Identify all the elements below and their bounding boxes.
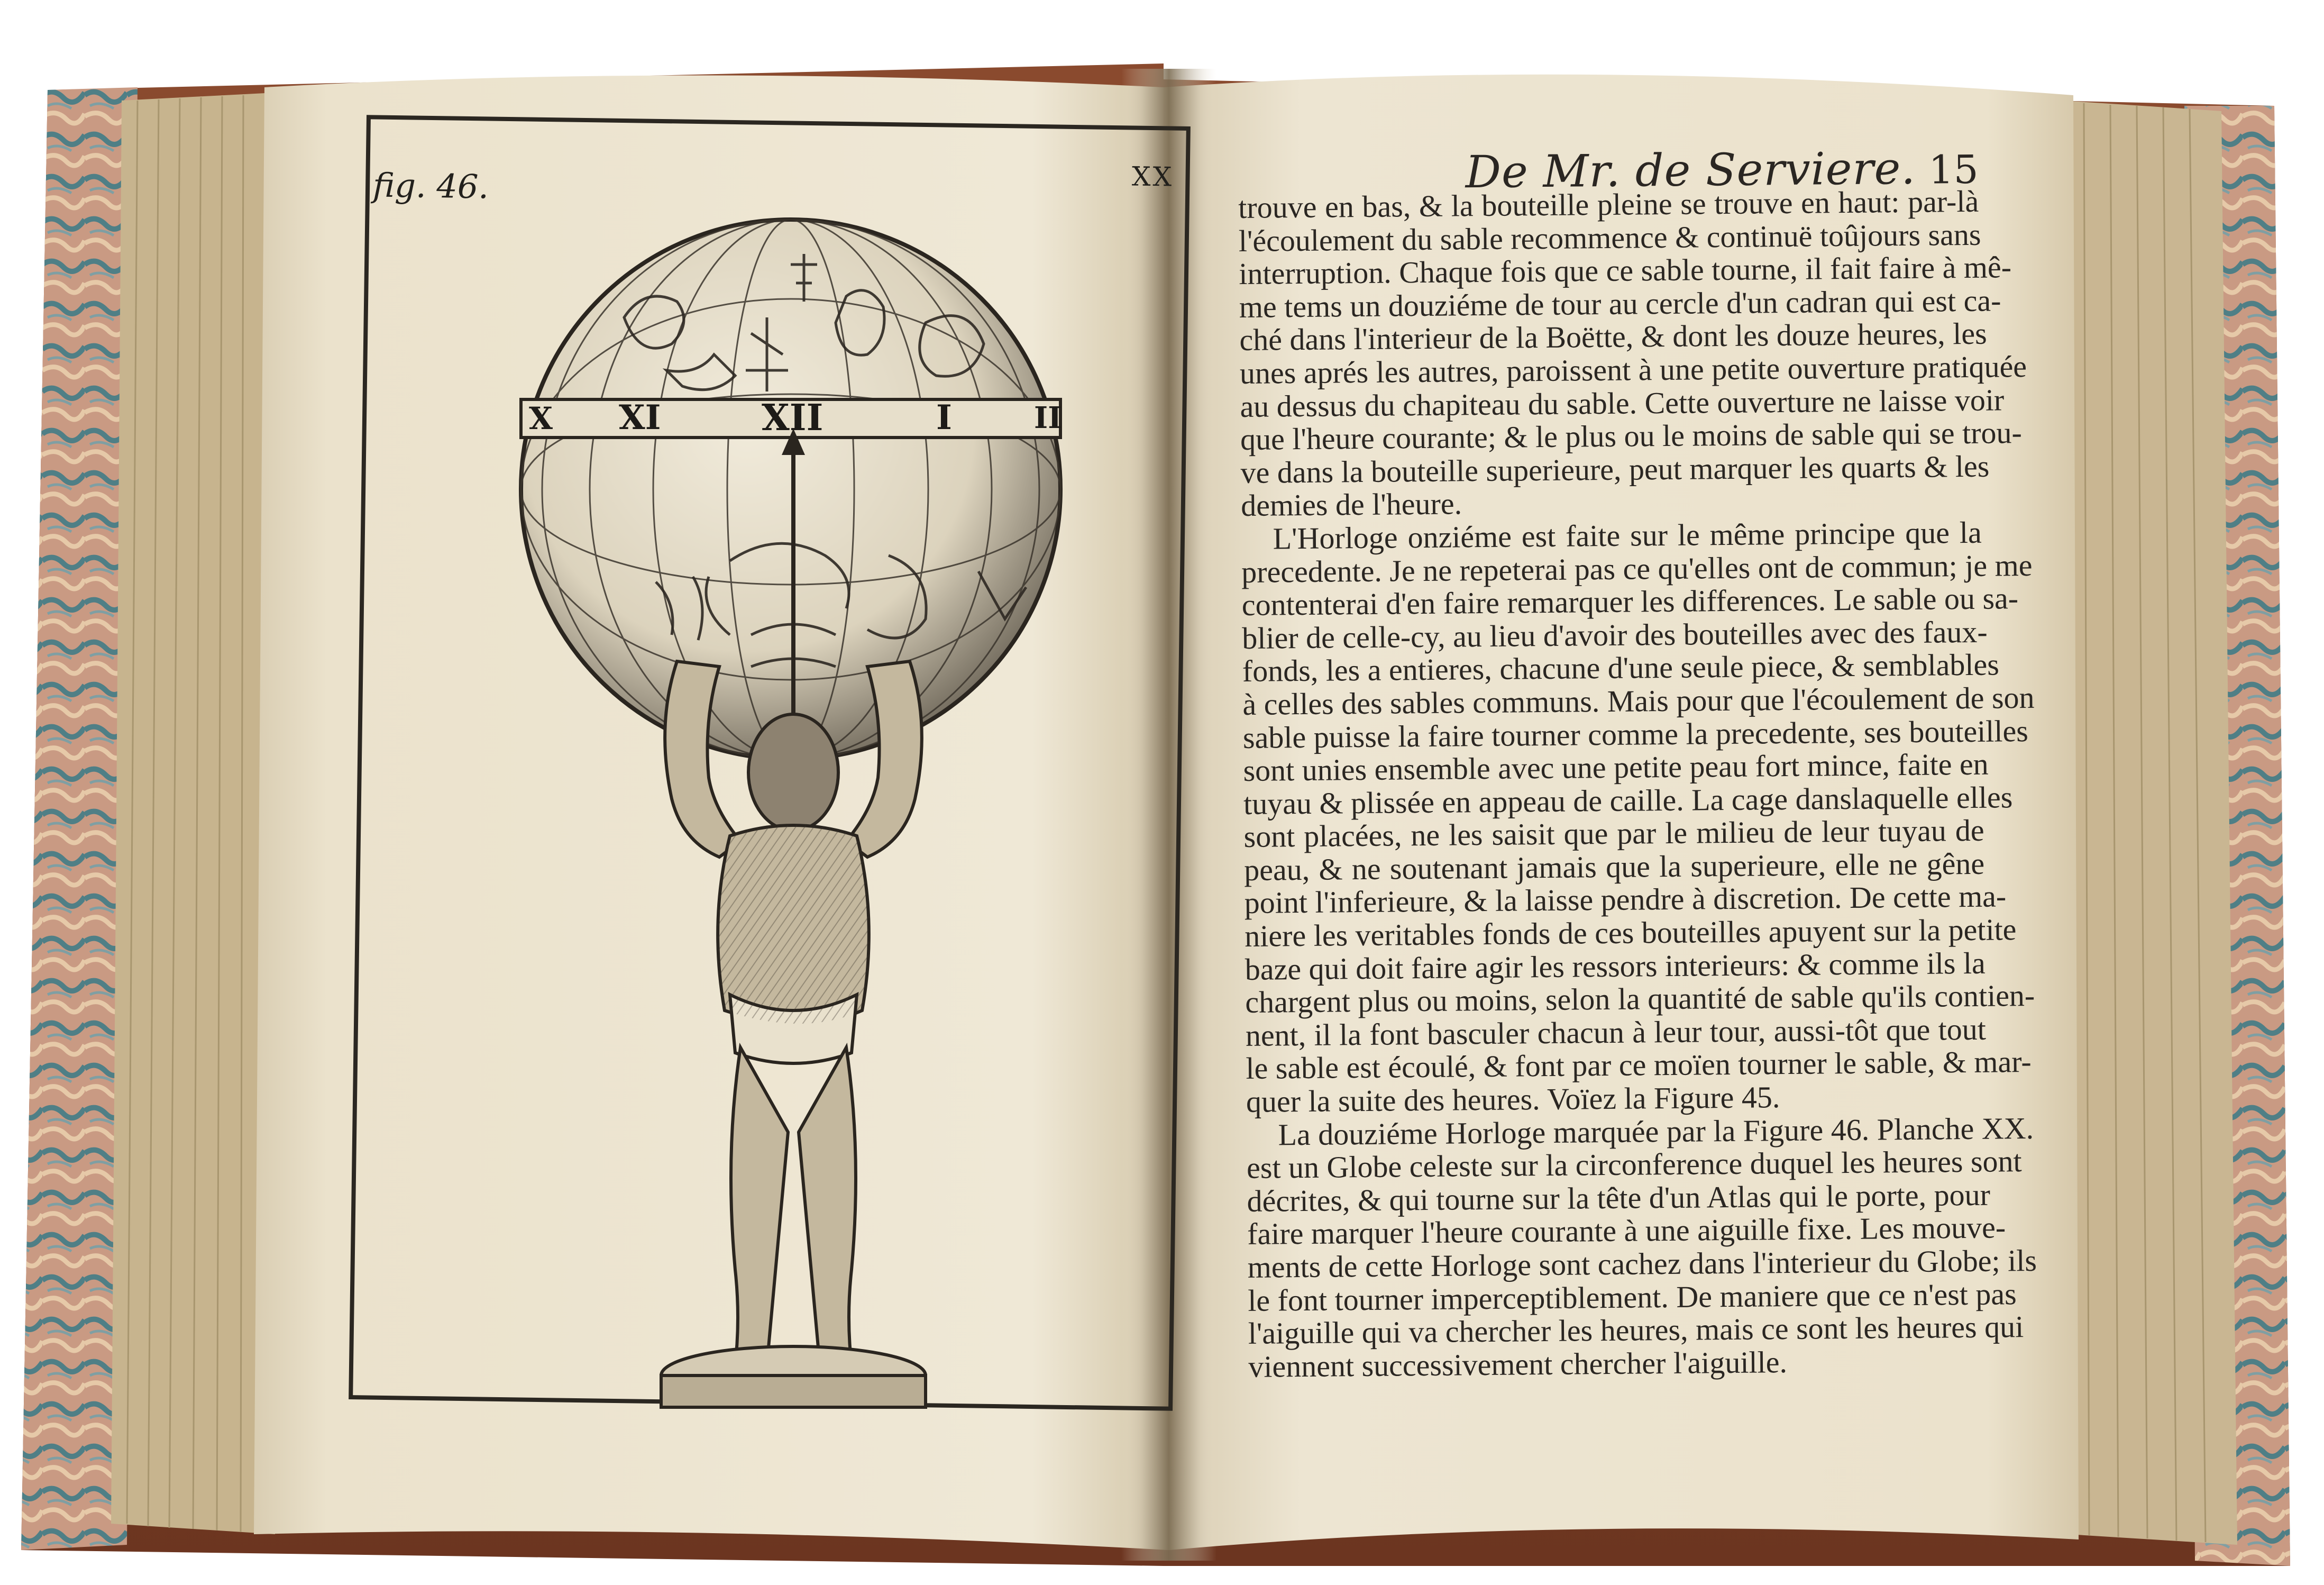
text-line: interruption. Chaque fois que ce sable tourne, il fait faire à mê- xyxy=(1239,250,2012,292)
text-line: point l'inferieure, & la laisse pendre à discretion. De cette ma- xyxy=(1244,879,2007,921)
text-line: ché dans l'interieur de la Boëtte, & dont les douze heures, les xyxy=(1239,316,1987,358)
figure-label: fig. 46. xyxy=(372,166,489,206)
text-line: au dessus du chapiteau du sable. Cette ouverture ne laisse voir xyxy=(1240,382,2005,424)
text-line: me tems un douziéme de tour au cercle d'un cadran qui est ca- xyxy=(1239,283,2001,324)
text-line: tuyau & plissée en appeau de caille. La cage danslaquelle elles xyxy=(1243,779,2013,821)
text-line: décrites, & qui tourne sur la tête d'un Atlas qui le porte, pour xyxy=(1247,1177,1991,1218)
text-line: ve dans la bouteille superieure, peut marquer les quarts & les xyxy=(1240,449,1990,490)
text-line: precedente. Je ne repeterai pas ce qu'elles ont de commun; je me xyxy=(1241,548,2033,589)
text-line: blier de celle-cy, au lieu d'avoir des bouteilles avec des faux- xyxy=(1242,614,1988,655)
hour-numeral-i: I xyxy=(936,398,952,438)
text-line: nent, il la font basculer chacun à leur tour, aussi-tôt que tout xyxy=(1245,1012,1987,1053)
page-number: 15 xyxy=(1928,147,1979,193)
text-line: niere les veritables fonds de ces bouteilles apuyent sur la petite xyxy=(1244,912,2017,954)
body-text xyxy=(1238,184,2037,1384)
celestial-globe xyxy=(521,220,1060,759)
text-line: L'Horloge onziéme est faite sur le même principe que la xyxy=(1273,515,1982,556)
text-line: que l'heure courante; & le plus ou le moins de sable qui se trou- xyxy=(1240,415,2023,457)
text-line: La douziéme Horloge marquée par la Figure 46. Planche XX. xyxy=(1278,1110,2034,1152)
text-line: le font tourner imperceptiblement. De maniere que ce n'est pas xyxy=(1247,1276,2017,1318)
hour-numeral-xi: XI xyxy=(619,398,661,438)
text-line: est un Globe celeste sur la circonference duquel les heures sont xyxy=(1246,1144,2022,1186)
text-line: trouve en bas, & la bouteille pleine se trouve en haut: par-là xyxy=(1238,184,1979,225)
hour-numeral-xii: XII xyxy=(762,397,824,439)
text-line: fonds, les a entieres, chacune d'une seule piece, & semblables xyxy=(1242,647,2000,689)
text-line: sable puisse la faire tourner comme la precedente, ses bouteilles xyxy=(1242,713,2029,755)
text-line: viennent successivement chercher l'aiguille. xyxy=(1248,1344,1788,1384)
text-line: chargent plus ou moins, selon la quantité de sable qu'ils contien- xyxy=(1245,978,2035,1020)
text-line: l'écoulement du sable recommence & continuë toûjours sans xyxy=(1238,217,1981,258)
plate-number: XX xyxy=(1131,161,1174,193)
text-line: le sable est écoulé, & font par ce moïen tourner le sable, & mar- xyxy=(1246,1044,2032,1086)
text-line: contenterai d'en faire remarquer les differences. Le sable ou sa- xyxy=(1241,581,2019,623)
running-head-title: De Mr. de Serviere. xyxy=(1465,142,1916,198)
text-line: unes aprés les autres, paroissent à une petite ouverture pratiquée xyxy=(1239,349,2027,390)
text-line: l'aiguille qui va chercher les heures, mais ce sont les heures qui xyxy=(1248,1309,2024,1351)
text-line: faire marquer l'heure courante à une aiguille fixe. Les mouve- xyxy=(1247,1210,2006,1252)
gutter xyxy=(1121,69,1216,1561)
text-line: quer la suite des heures. Voïez la Figure 45. xyxy=(1246,1080,1780,1119)
running-head xyxy=(1238,126,1979,198)
text-line: peau, & ne soutenant jamais que la superieure, elle ne gêne xyxy=(1243,846,1985,887)
text-line: à celles des sables communs. Mais pour que l'écoulement de son xyxy=(1242,680,2035,722)
text-line: ments de cette Horloge sont cachez dans l'interieur du Globe; ils xyxy=(1247,1243,2037,1285)
hour-numeral-x: X xyxy=(529,400,553,436)
text-line: baze qui doit faire agir les ressors interieurs: & comme ils la xyxy=(1245,945,1986,987)
text-line: demies de l'heure. xyxy=(1240,486,1462,523)
text-line: sont unies ensemble avec une petite peau fort mince, faite en xyxy=(1243,746,1989,788)
text-line: sont placées, ne les saisit que par le milieu de leur tuyau de xyxy=(1243,813,1984,854)
hour-numeral-ii: II xyxy=(1034,400,1062,435)
text-page xyxy=(1238,126,2037,1384)
